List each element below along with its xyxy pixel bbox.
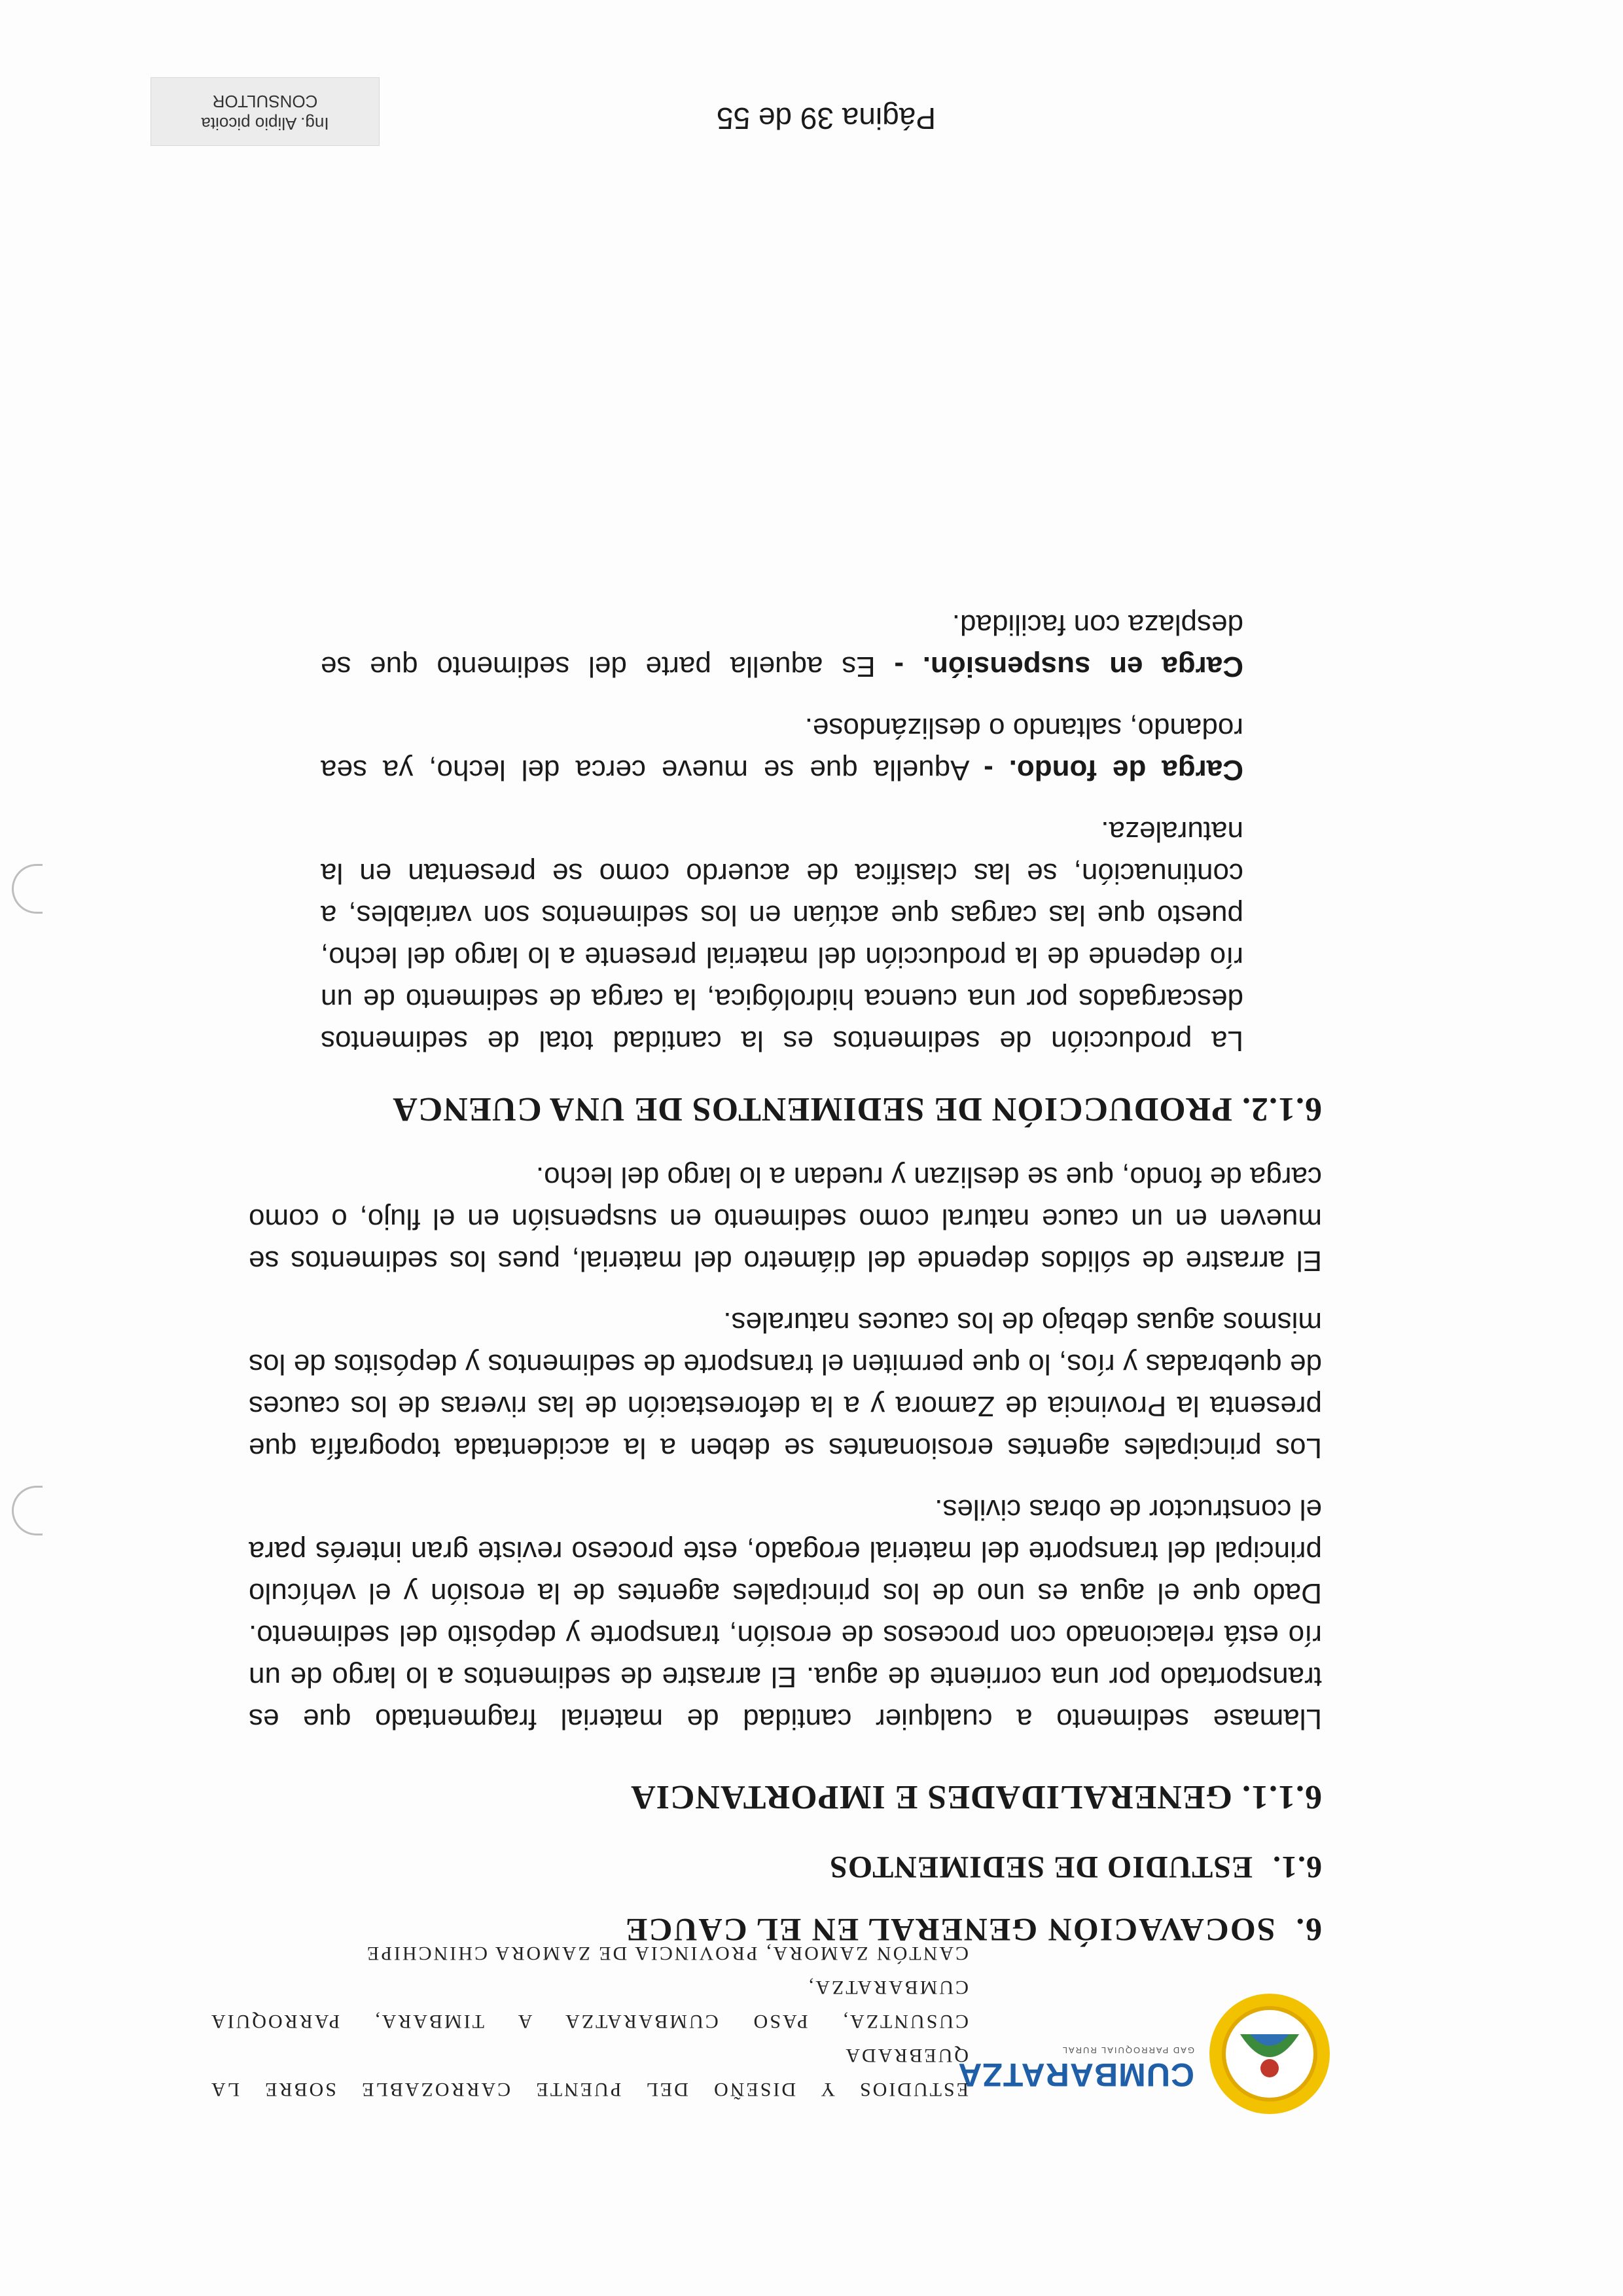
heading-text: ESTUDIO DE SEDIMENTOS	[829, 1850, 1253, 1884]
definition-text: Es aquella parte del sedimento que se desplaza con facilidad.	[320, 609, 1243, 683]
heading-socavacion	[249, 1911, 1322, 1949]
heading-generalidades: 6.1.1. GENERALIDADES E IMPORTANCIA	[630, 1778, 1322, 1816]
paragraph: La producción de sedimentos es la cantidad total de sedimentos descargados por una cuenca hidrológica, la carga de sedimento de un río depende de la producción del material presente a lo largo del lecho, puesto que las cargas que actúan en los sedimentos son variables, a continuación, se las clasifica de acuerdo como se presentan en la naturaleza.	[321, 816, 1243, 1057]
definition-carga-fondo	[321, 707, 1243, 791]
heading-produccion: 6.1.2. PRODUCCIÓN DE SEDIMENTOS DE UNA CUENCA	[392, 1090, 1322, 1128]
heading-estudio-sedimentos	[249, 1849, 1322, 1885]
header-line: CUSUNTZA, PASO CUMBARATZA A TIMBARA, PARROQUIA CUMBARATZA,	[209, 1977, 969, 2032]
cumbaratza-logo-icon	[1204, 1988, 1335, 2119]
term: Carga de fondo. -	[984, 754, 1243, 786]
project-title	[209, 1936, 969, 2106]
term: Carga en suspensión. -	[894, 651, 1243, 683]
page-number: Página 39 de 55	[716, 101, 936, 135]
header-line: ESTUDIOS Y DISEÑO DEL PUENTE CARROZABLE SOBRE LA QUEBRADA	[209, 2045, 969, 2100]
definition-text: Aquella que se mueve cerca del lecho, ya sea rodando, saltando o deslizándose.	[321, 712, 1243, 786]
brand-name: CUMBARATZA	[957, 2056, 1194, 2093]
heading-text: SOCAVACIÓN GENERAL EN EL CAUCE	[624, 1912, 1275, 1948]
consultant-stamp	[151, 77, 380, 146]
section-headings	[249, 1778, 1322, 1949]
brand-tagline: GAD PARROQUIAL RURAL	[1061, 2045, 1194, 2055]
page-header	[209, 1943, 1335, 2119]
brand-block	[957, 2045, 1194, 2093]
paragraph: Llamase sedimento a cualquier cantidad de material fragmentado que es transportado por una corriente de agua. El arrastre de sedimentos a lo largo de un río está relacionado con procesos de erosión, transporte y depósito del sedimento. Dado que el agua es uno de los principales agentes de la erosión y el vehículo principal del transporte del material erogado, este proceso reviste gran interés para el constructor de obras civiles.	[249, 1494, 1322, 1735]
paragraph: Los principales agentes erosionantes se deben a la accidentada topografía que presenta la Provincia de Zamora y a la deforestación de las riveras de los cauces de quebradas y ríos, lo que permiten el transporte de sedimentos y depósitos de los mismos aguas debajo de los cauces naturales.	[249, 1306, 1322, 1464]
heading-number: 6.1.	[1272, 1850, 1322, 1884]
header-line: CANTÓN ZAMORA, PROVINCIA DE ZAMORA CHINCHIPE	[365, 1943, 969, 1964]
stamp-name: Ing. Alipio picoita	[201, 114, 329, 134]
definition-carga-suspension	[321, 603, 1243, 687]
section-generalidades	[249, 584, 1322, 1740]
stamp-role: CONSULTOR	[212, 92, 318, 111]
heading-number: 6.	[1294, 1912, 1322, 1948]
paragraph: El arrastre de sólidos depende del diámetro del material, pues los sedimentos se mueven en un cauce natural como sedimento en suspensión en el flujo, o como carga de fondo, que se deslizan y ruedan a lo largo del lecho.	[249, 1161, 1322, 1277]
